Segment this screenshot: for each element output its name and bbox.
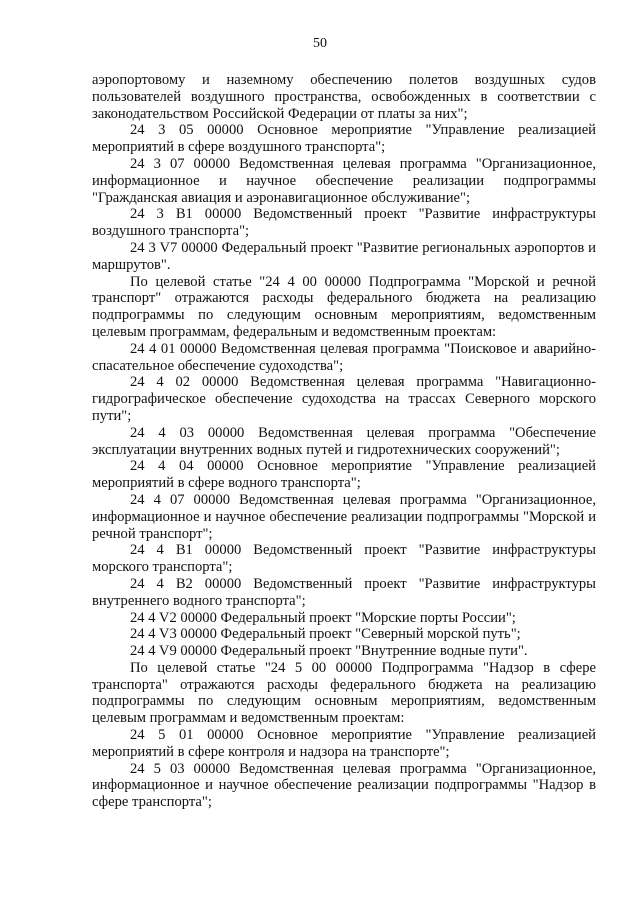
paragraph: 24 4 V9 00000 Федеральный проект "Внутренние водные пути". (130, 643, 528, 660)
paragraph: 24 5 03 00000 Ведомственная целевая программа "Организационное, информационное и научное обеспечение реализации подпрограммы "Надзор в сфере транспорта"; (92, 760, 596, 811)
paragraph: 24 4 V2 00000 Федеральный проект "Морские порты России"; (130, 609, 516, 626)
paragraph: 24 4 02 00000 Ведомственная целевая программа "Навигационно-гидрографическое обеспечение судоходства на трассах Северного морского пути"; (92, 374, 596, 424)
paragraph: 24 5 01 00000 Основное мероприятие "Управление реализацией мероприятий в сфере контроля и надзора на транспорте"; (92, 727, 596, 760)
paragraph: 24 4 В1 00000 Ведомственный проект "Развитие инфраструктуры морского транспорта"; (92, 542, 596, 576)
paragraph: По целевой статье "24 5 00 00000 Подпрограмма "Надзор в сфере транспорта" отражаются расходы федерального бюджета на реализацию подпрограммы по следующим основным мероприятиям, ведомственным целевым программам и ведомственным проектам: (92, 659, 596, 727)
paragraph: По целевой статье "24 4 00 00000 Подпрограмма "Морской и речной транспорт" отражаются расходы федерального бюджета на реализацию подпрограммы по следующим основным мероприятиям, ведомственным целевым программам, федеральным и ведомственным проектам: (92, 273, 596, 340)
paragraph-continuation: аэропортовому и наземному обеспечению полетов воздушных судов пользователей воздушного пространства, освобожденных в соответствии с законодательством Российской Федерации от платы за них"; (92, 72, 596, 122)
paragraph: 24 3 В1 00000 Ведомственный проект "Развитие инфраструктуры воздушного транспорта"; (92, 206, 596, 240)
paragraph: 24 4 07 00000 Ведомственная целевая программа "Организационное, информационное и научное обеспечение реализации подпрограммы "Морской и речной транспорт"; (92, 491, 596, 542)
paragraph: 24 4 04 00000 Основное мероприятие "Управление реализацией мероприятий в сфере водного транспорта"; (92, 458, 596, 492)
paragraph: 24 4 03 00000 Ведомственная целевая программа "Обеспечение эксплуатации внутренних водных путей и гидротехнических сооружений"; (92, 424, 596, 458)
paragraph: 24 3 07 00000 Ведомственная целевая программа "Организационное, информационное и научное обеспечение реализации подпрограммы "Гражданская авиация и аэронавигационное обслуживание"; (92, 155, 596, 206)
paragraph: 24 3 05 00000 Основное мероприятие "Управление реализацией мероприятий в сфере воздушного транспорта"; (92, 122, 596, 156)
paragraph: 24 3 V7 00000 Федеральный проект "Развитие региональных аэропортов и маршрутов". (92, 239, 596, 273)
page-number: 50 (313, 36, 327, 51)
paragraph: 24 4 V3 00000 Федеральный проект "Северный морской путь"; (130, 626, 521, 643)
paragraph: 24 4 В2 00000 Ведомственный проект "Развитие инфраструктуры внутреннего водного транспорта"; (92, 575, 596, 609)
paragraph: 24 4 01 00000 Ведомственная целевая программа "Поисковое и аварийно-спасательное обеспечение судоходства"; (92, 340, 596, 374)
